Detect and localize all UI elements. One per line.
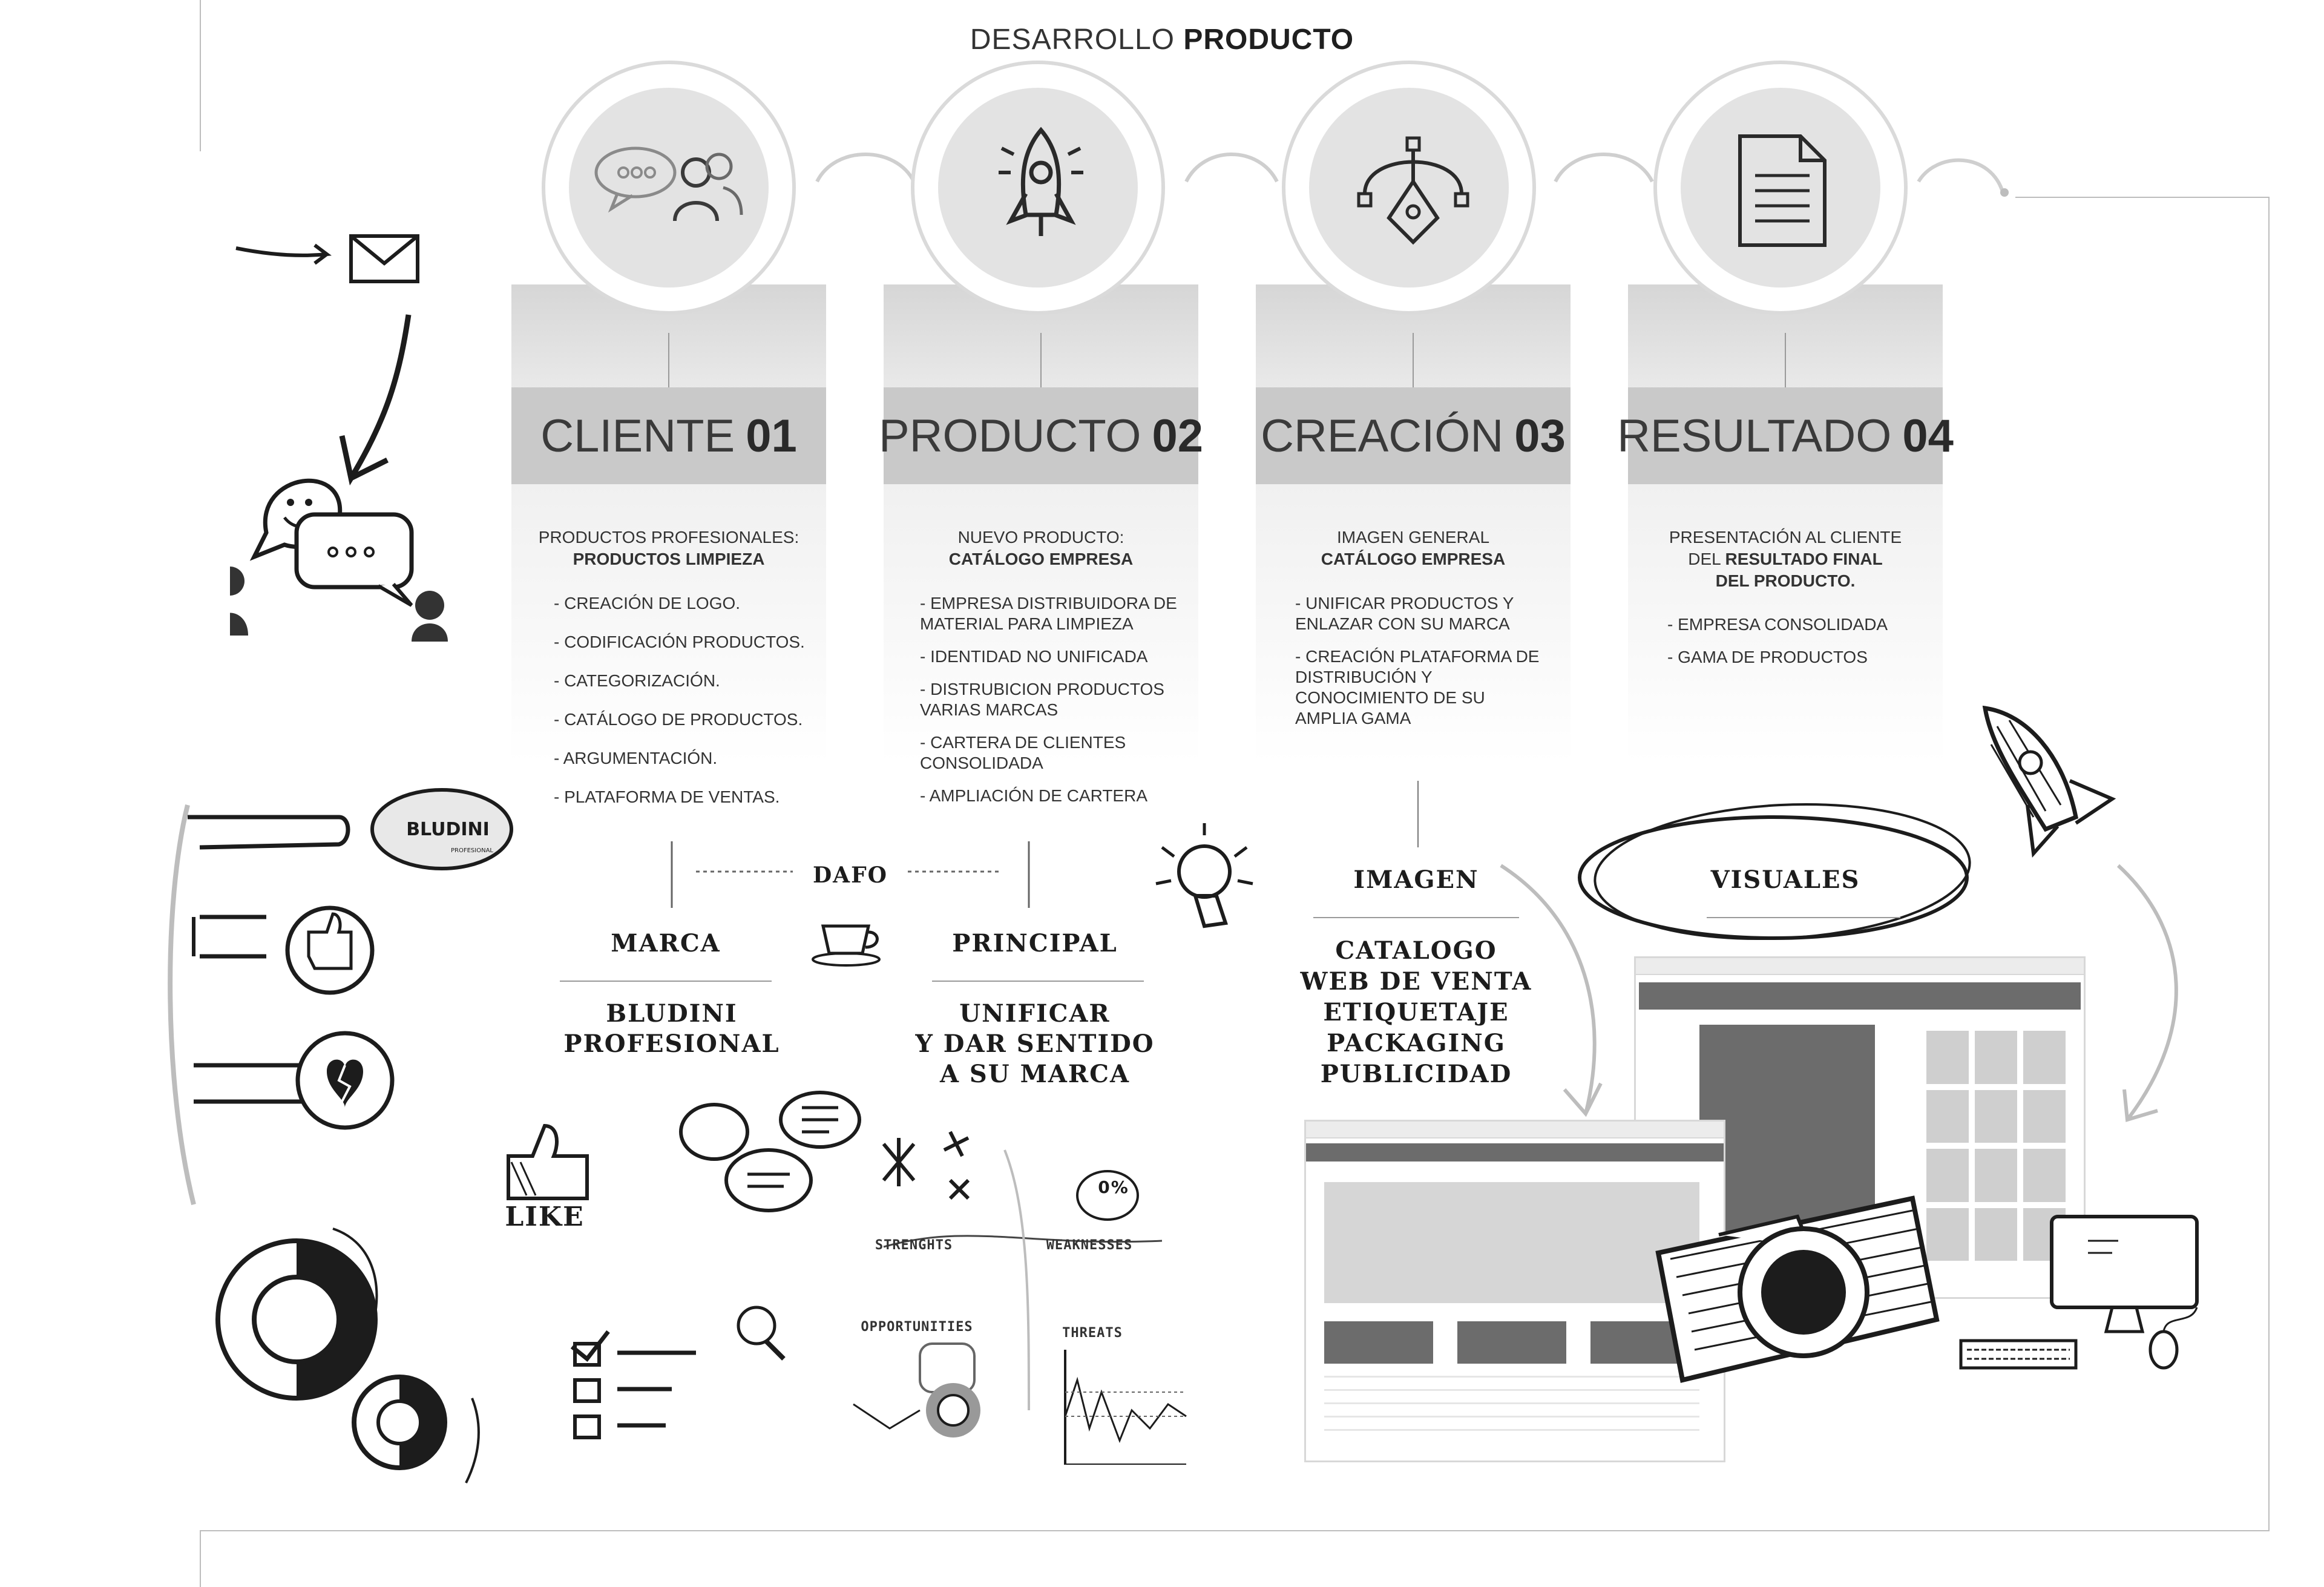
desc-line: PRODUCTOS PROFESIONALES: [538,528,799,547]
document-icon [1734,130,1831,251]
gears-icon [194,1217,508,1501]
principal-value-line: Y DAR SENTIDO [915,1030,1155,1058]
bullet-item: - GAMA DE PRODUCTOS [1667,647,1922,668]
opportunities-label: OPPORTUNITIES [861,1319,973,1335]
marca-value [557,999,787,1059]
chat-bubbles-icon [672,1083,865,1229]
desc-line: NUEVO PRODUCTO: [957,528,1124,547]
marca-label: MARCA [611,929,721,958]
desc-bold: CATÁLOGO EMPRESA [948,550,1134,568]
slider-banner [1324,1182,1699,1303]
step-band [1617,387,1954,484]
browser-header [1306,1143,1724,1162]
step-bullets [1295,593,1549,741]
dafo-label: DAFO [812,862,888,888]
step-description [511,527,826,570]
marca-value-line: PROFESIONAL [563,1030,780,1058]
imagen-item: PACKAGING [1327,1029,1506,1057]
marca-divider [560,981,772,982]
bullet-item: - CREACIÓN PLATAFORMA DE DISTRIBUCIÓN Y CONOCIMIENTO DE SU AMPLIA GAMA [1295,646,1549,729]
visuales-divider [1707,917,1900,918]
bullet-item: - PLATAFORMA DE VENTAS. [554,787,820,807]
bullet-item: - UNIFICAR PRODUCTOS Y ENLAZAR CON SU MARCA [1295,593,1549,634]
step-bullets [920,593,1180,818]
card-image [1457,1321,1566,1364]
step-description [884,527,1198,570]
visuales-label: VISUALES [1710,866,1860,894]
imagen-connector [1417,781,1419,847]
step-label: CLIENTE [540,410,735,462]
chat-users-icon [593,139,750,230]
swot-sketch-group [847,1126,1210,1465]
dafo-connectors [666,841,1053,914]
bullet-item: - EMPRESA DISTRIBUIDORA DE MATERIAL PARA LIMPIEZA [920,593,1180,634]
desc-bold-2: DEL PRODUCTO. [1715,571,1856,590]
lightbulb-icon [1138,817,1277,950]
step-stem [1413,333,1414,387]
title-bold: PRODUCTO [1183,24,1354,56]
step-bullets [1667,614,1922,680]
bullet-item: - AMPLIACIÓN DE CARTERA [920,786,1180,806]
like-label: LIKE [505,1201,585,1232]
principal-value-line: UNIFICAR [959,999,1111,1028]
bullet-item: - IDENTIDAD NO UNIFICADA [920,646,1180,667]
rocket-sketch-icon [1973,696,2130,878]
step-stem [1040,333,1042,387]
step-column-creacion [1256,284,1571,763]
curved-arrow [1495,859,1616,1120]
title-light: DESARROLLO [970,24,1175,56]
client-sketch-group [230,218,508,654]
weaknesses-label: WEAKNESSES [1046,1238,1133,1253]
browser-header [1639,982,2081,1010]
bullet-item: - CODIFICACIÓN PRODUCTOS. [554,632,820,652]
step-label: PRODUCTO [878,410,1141,462]
checklist-icon [563,1283,805,1465]
browser-toolbar [1306,1122,1724,1138]
desc-line: PRESENTACIÓN AL CLIENTE [1669,528,1902,547]
step-number: 03 [1514,410,1566,462]
desktop-computer-icon [1949,1204,2203,1386]
step-bullets [554,593,820,826]
percent-label: 0% [1098,1177,1129,1197]
pen-tool-icon [1353,127,1474,254]
desc-line-mixed [1628,548,1943,570]
step-description [1628,527,1943,592]
imagen-divider [1313,917,1519,918]
marca-value-line: BLUDINI [606,999,738,1028]
bullet-item: - CATÁLOGO DE PRODUCTOS. [554,709,820,730]
arrow-icon [236,245,327,263]
bullet-item: - ARGUMENTACIÓN. [554,748,820,769]
card-text-lines [1324,1376,1699,1436]
step-stem [1785,333,1786,387]
step-column-producto [878,284,1204,805]
imagen-item: PUBLICIDAD [1320,1060,1512,1088]
step-label: RESULTADO [1617,410,1892,462]
bullet-item: - CATEGORIZACIÓN. [554,671,820,691]
desc-bold: CATÁLOGO EMPRESA [1321,550,1506,568]
bullet-item: - DISTRUBICION PRODUCTOS VARIAS MARCAS [920,679,1180,720]
logo-subtext: PROFESIONAL [451,847,493,854]
bullet-item: - CREACIÓN DE LOGO. [554,593,820,614]
coffee-cup-icon [811,920,884,968]
desc-line-2: DEL [1688,550,1721,568]
strengths-label: STRENGHTS [875,1238,953,1253]
step-number: 01 [746,410,797,462]
curved-arrow [2106,859,2209,1126]
desc-bold: PRODUCTOS LIMPIEZA [573,550,765,568]
desc-bold: RESULTADO FINAL [1725,550,1883,568]
desc-line: IMAGEN GENERAL [1336,528,1490,547]
step-description [1256,527,1571,570]
step-column-resultado [1617,284,1954,763]
logo-text: BLUDINI [406,819,490,840]
camera-icon [1646,1186,1949,1428]
bullet-item: - EMPRESA CONSOLIDADA [1667,614,1922,635]
rocket-icon [990,124,1092,245]
hands-sketch-group [157,781,520,1217]
threats-label: THREATS [1062,1326,1123,1341]
step-band [1256,387,1571,484]
principal-value [908,999,1162,1089]
imagen-item: CATALOGO [1335,936,1497,965]
imagen-item: ETIQUETAJE [1323,998,1509,1027]
step-stem [668,333,669,387]
step-band [511,387,826,484]
frame-line-bottom [200,1530,2270,1531]
bullet-item: - CARTERA DE CLIENTES CONSOLIDADA [920,732,1180,774]
step-band [878,387,1204,484]
step-number: 04 [1902,410,1954,462]
step-label: CREACIÓN [1261,410,1504,462]
step-column-cliente [511,284,826,806]
principal-divider [932,981,1144,982]
imagen-item: WEB DE VENTA [1300,967,1532,996]
card-image [1324,1321,1433,1364]
principal-label: PRINCIPAL [952,929,1118,958]
principal-value-line: A SU MARCA [939,1060,1131,1088]
imagen-label: IMAGEN [1353,866,1479,894]
frame-line-left-bottom [200,1531,201,1587]
browser-toolbar [1636,958,2084,975]
step-number: 02 [1152,410,1204,462]
